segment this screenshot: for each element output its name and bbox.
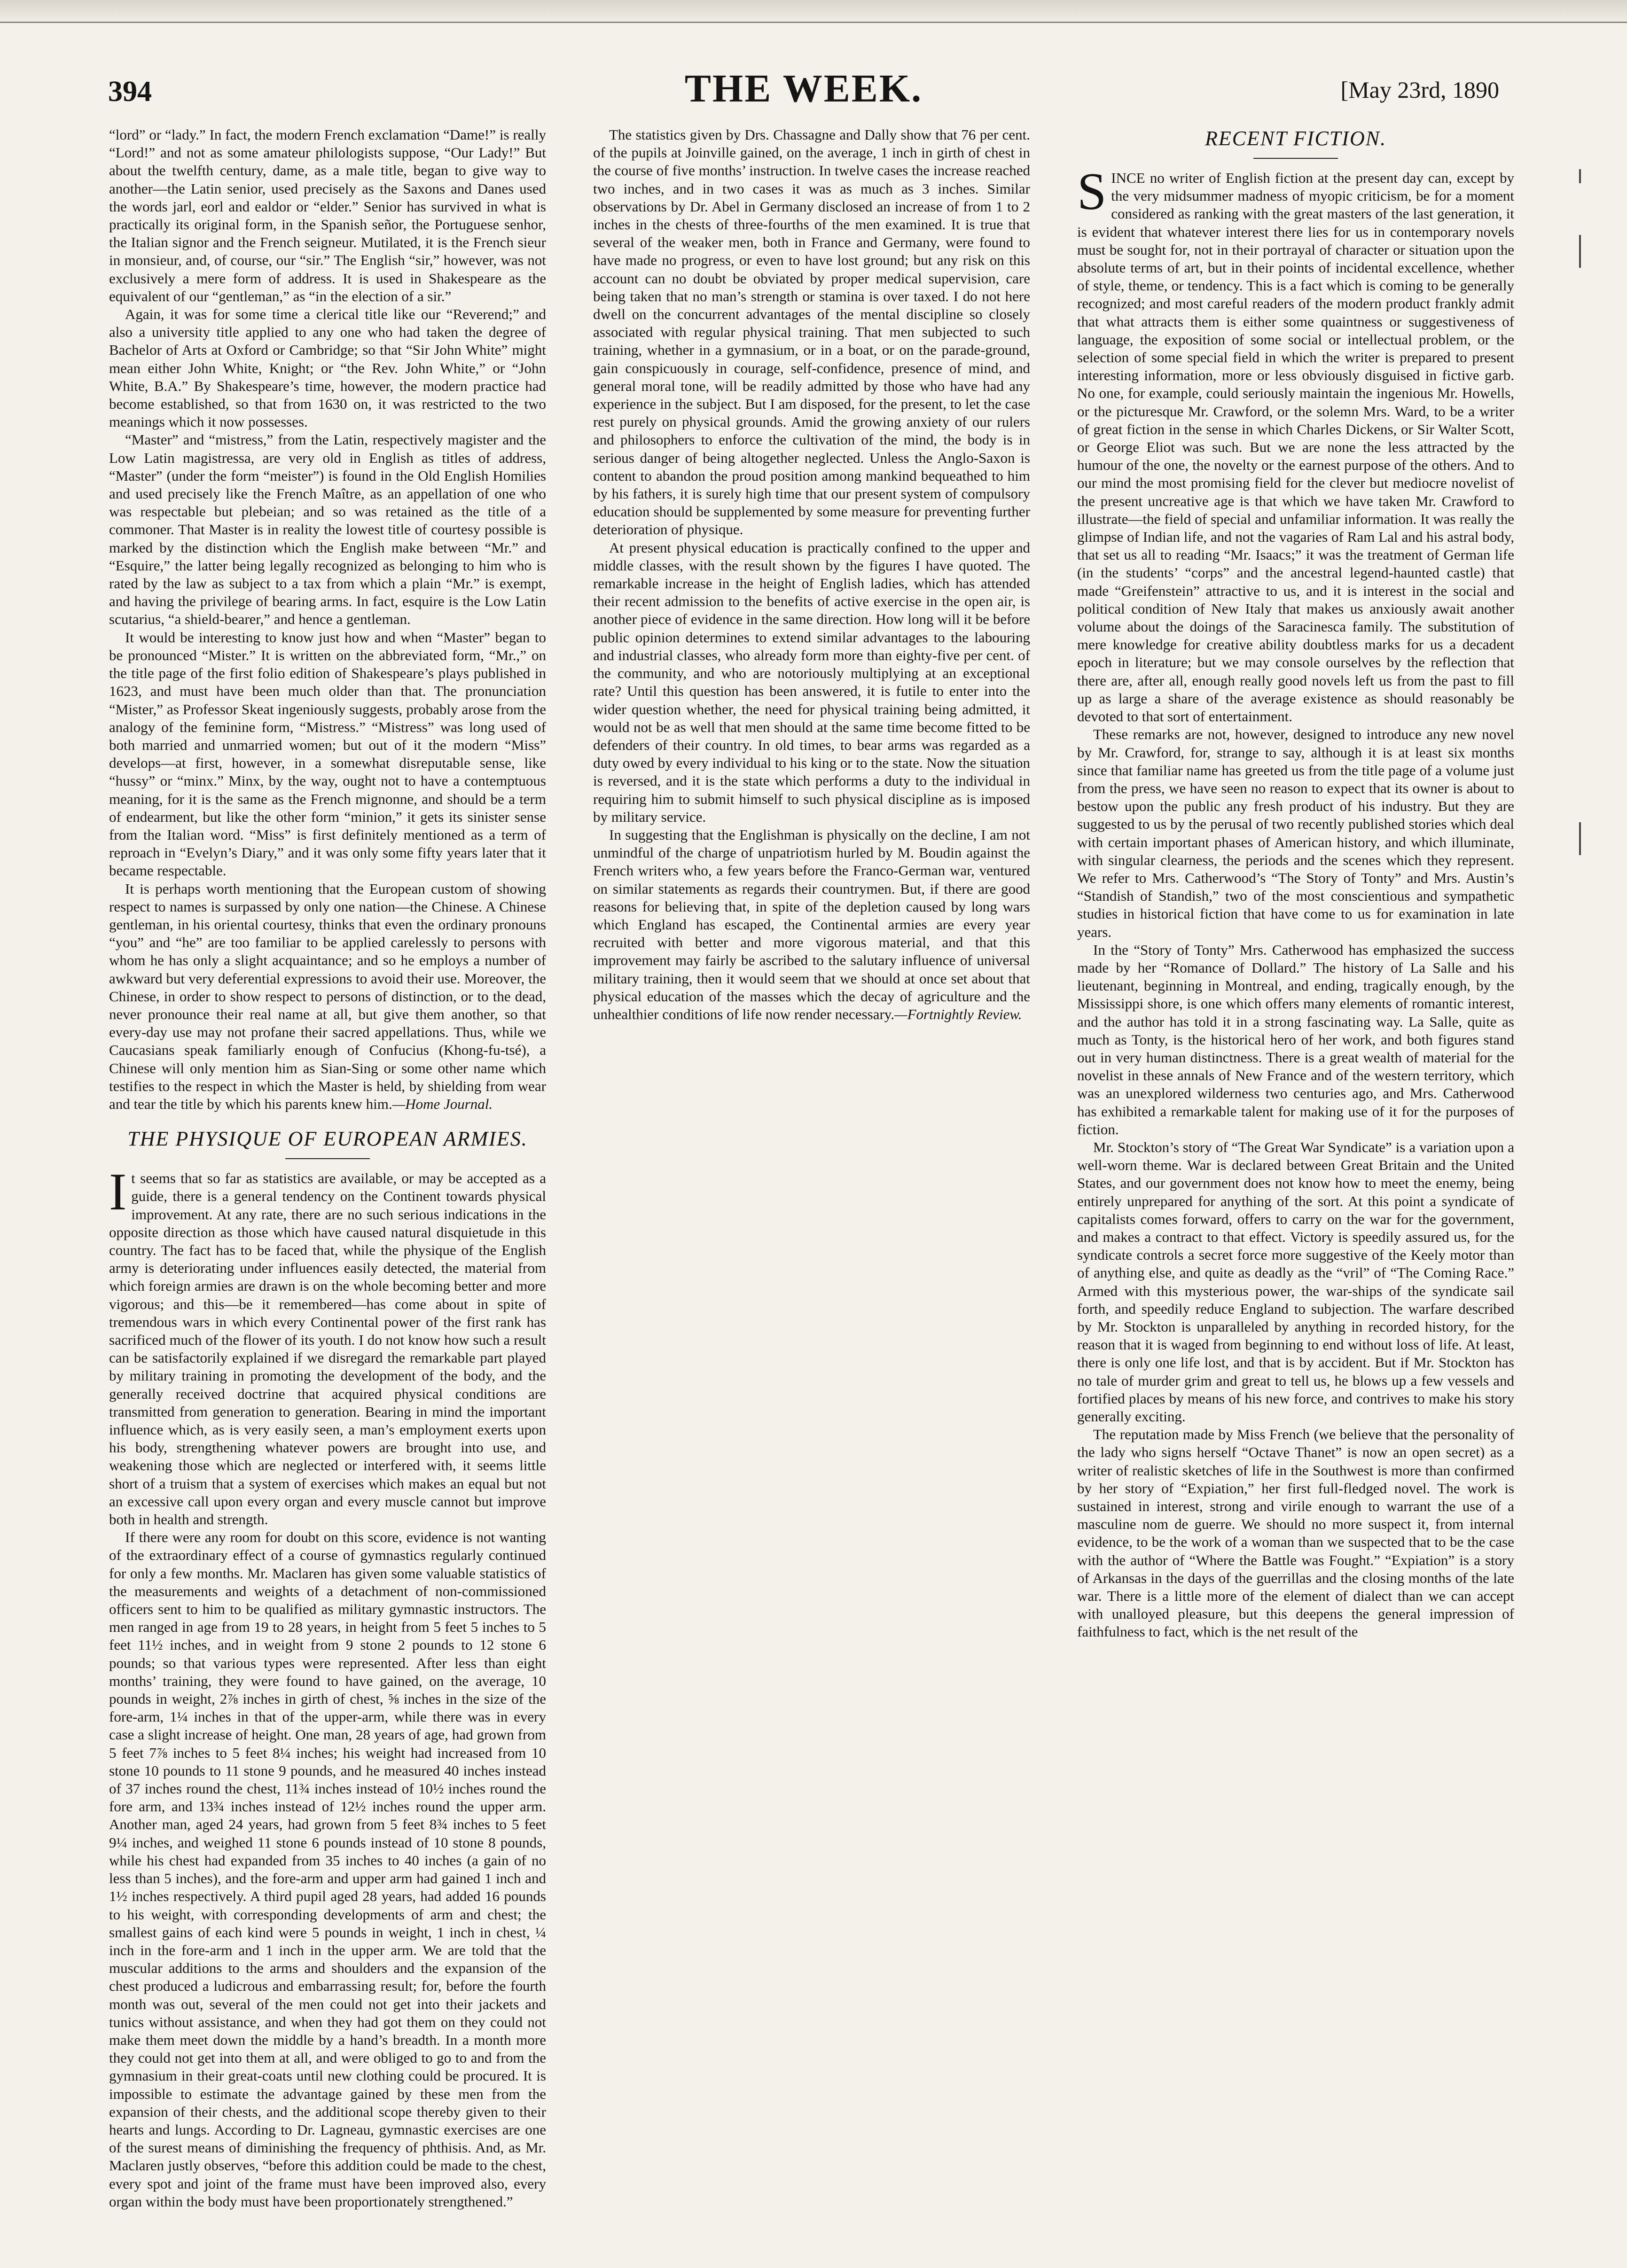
paragraph-text: At present physical education is practically confined to the upper and middle classes, with the result shown by the figures I have quoted. The remarkable increase in the height of English ladies, which has attended their recent admission to the benefits of active exercise in the open air, is another piece of evidence in the same direction. How long will it be before public opinion determines to extend similar advantages to the labouring and industrial classes, who already form more than eighty-five per cent. of the community, and who are notoriously multiplying at an exceptional rate? Until this question has been answered, it is futile to enter into the wider question whether, the need for physical training being admitted, it would not be as well that men should at the same time become fitted to be defenders of their country. In old times, to bear arms was regarded as a duty owed by every individual to his king or to the state. Now the situation is reversed, and it is the state which performs a duty to the individual in requiring him to submit himself to such physical discipline as is imposed by military service.: [593, 539, 1030, 825]
paragraph-text: It is perhaps worth mentioning that the European custom of showing respect to names is surpassed by only one nation—the Chinese. A Chinese gentleman, in his oriental courtesy, thinks that even the ordinary pronouns “you” and “he” are too familiar to be applied carelessly to persons with whom he has only a slight acquaintance; and so he employs a number of awkward but very deferential expressions to avoid their use. Moreover, the Chinese, in order to show respect to persons of distinction, or to the dead, never pronounce their real name at all, but give them another, so that every-day use may not profane their sacred appellations. Thus, while we Caucasians speak familiarly enough of Confucius (Khong-fu-tsé), a Chinese will only mention him as Sian-Sing or some other name which testifies to the respect in which the Master is held, by shielding from wear and tear the title by which his parents knew him.: [109, 880, 546, 1112]
paragraph: Again, it was for some time a clerical title like our “Reverend;” and also a university title applied to any one who had taken the degree of Bachelor of Arts at Oxford or Cambridge; so that “Sir John White” might mean either John White, Knight; or “the Rev. John White,” or “John White, B.A.” By Shakespeare’s time, however, the modern practice had become established, so that from 1630 on, it was restricted to the two meanings which it now possesses.: [109, 306, 546, 430]
margin-mark: [1579, 235, 1581, 268]
section-title: RECENT FICTION.: [1205, 127, 1387, 150]
scan-top-edge: [0, 0, 1627, 23]
paragraph-text: In suggesting that the Englishman is physically on the decline, I am not unmindful of the charge of unpatriotism hurled by M. Boudin against the French writers who, a few years before the Franco-German war, ventured on similar statements as regards their countrymen. But, if there are good reasons for believing that, in spite of the depletion caused by long wars which England has escaped, the Continental armies are every year recruited with better and more vigorous material, and that this improvement may fairly be ascribed to the salutary influence of universal military training, then it would seem that we should at once set about that physical education of the masses which the decay of agriculture and the unhealthier conditions of life now render necessary.: [593, 826, 1030, 1022]
lead-paragraph-text: t seems that so far as statistics are available, or may be accepted as a guide, there is a general tendency on the Continent towards physical improvement. At any rate, there are no such serious indications in the opposite direction as those which have caused natural disquietude in this country. The fact has to be faced that, while the physique of the English army is deteriorating under influences easily detected, the material from which foreign armies are drawn is on the whole becoming better and more vigorous; and this—be it remembered—has come about in spite of tremendous wars in which every Continental power of the first rank has sacrificed much of the flower of its youth. I do not know how such a result can be satisfactorily explained if we disregard the remarkable part played by military training in promoting the development of the body, and the generally received doctrine that acquired physical conditions are transmitted from generation to generation. Bearing in mind the important influence which, as is very easily seen, a man’s employment exerts upon his body, strengthening whatever powers are brought into use, and weakening those which are neglected or interfered with, it seems little short of a truism that a system of exercises which makes an equal but not an excessive call upon every organ and every muscle cannot but improve both in health and strength.: [109, 1170, 546, 1528]
section-title: THE PHYSIQUE OF EUROPEAN ARMIES.: [127, 1127, 528, 1151]
page-header: [108, 66, 1499, 117]
paragraph: [109, 880, 546, 1114]
paragraph: The reputation made by Miss French (we believe that the personality of the lady who signs herself “Octave Thanet” is now an open secret) as a writer of realistic sketches of life in the Southwest is more than confirmed by her story of “Expiation,” her first full-fledged novel. The work is sustained in interest, strong and virile enough to warrant the use of a masculine nom de guerre. We should no more suspect it, from internal evidence, to be the work of a woman than we suspected that to be the case with the author of “Where the Battle was Fought.” “Expiation” is a story of Arkansas in the days of the guerrillas and the closing months of the late war. There is a little more of the element of dialect than we can accept with unalloyed pleasure, but this deepens the general impression of faithfulness to fact, which is the net result of the: [1077, 1426, 1514, 1640]
paragraph: “lord” or “lady.” In fact, the modern French exclamation “Dame!” is really “Lord!” and not as some amateur philologists suppose, “Our Lady!” But about the twelfth century, dame, as a male title, began to give way to another—the Latin senior, used precisely as the Saxons and Danes used the words jarl, eorl and ealdor or “elder.” Senior has survived in what is practically its original form, in the Spanish señor, the Portuguese senhor, the Italian signor and the French seigneur. Mutilated, it is the French sieur in monsieur, and, of course, our “sir.” The English “sir,” however, was not exclusively a mere form of address. It is used in Shakespeare as the equivalent of our “gentleman,” as “in the election of a sir.”: [109, 126, 546, 304]
paragraph: “Master” and “mistress,” from the Latin, respectively magister and the Low Latin magistressa, are very old in English as titles of address, “Master” (under the form “meister”) is found in the Old English Homilies and used precisely like the French Maître, as an appellation of one who was respectable but plebeian; and so was retained as the title of a commoner. That Master is in reality the lowest title of courtesy possible is marked by the distinction which the English make between “Mr.” and “Esquire,” the latter being legally recognized as belonging to him who is rated by the law as subject to a tax from which a plain “Mr.” is exempt, and having the privilege of bearing arms. In fact, esquire is the Low Latin scutarius, “a shield-bearer,” and hence a gentleman.: [109, 431, 546, 628]
page-number: 394: [108, 76, 152, 108]
source-signature: —Fortnightly Review.: [894, 1005, 1022, 1022]
paragraph: [593, 826, 1030, 1023]
lead-paragraph: [109, 1163, 546, 1528]
title-rule: [1253, 158, 1338, 159]
article-recent-fiction: [1077, 126, 1514, 1641]
paragraph: [593, 126, 1030, 539]
column-right: [1077, 126, 1514, 2250]
scan-margin-marks: [1570, 141, 1598, 2208]
source-signature: —Home Journal.: [392, 1095, 493, 1112]
paragraph: If there were any room for doubt on this score, evidence is not wanting of the extraordinary effect of a course of gymnastics regularly continued for only a few months. Mr. Maclaren has given some valuable statistics of the measurements and weights of a detachment of non-commissioned officers sent to him to be qualified as military gymnastic instructors. The men ranged in age from 19 to 28 years, in height from 5 feet 5 inches to 5 feet 11½ inches, and in weight from 9 stone 2 pounds to 12 stone 6 pounds; so that various types were represented. After less than eight months’ training, they were found to have gained, on the average, 10 pounds in weight, 2⅞ inches in girth of chest, ⅝ inches in the size of the fore-arm, 1¼ inches in that of the upper-arm, while there was in every case a slight increase of height. One man, 28 years of age, had grown from 5 feet 7⅞ inches to 5 feet 8¼ inches; his weight had increased from 10 stone 10 pounds to 11 stone 9 pounds, and he measured 40 inches instead of 37 inches round the chest, 11¾ inches instead of 10½ inches round the fore arm, and 13¾ inches instead of 12½ inches round the upper arm. Another man, aged 24 years, had grown from 5 feet 8¾ inches to 5 feet 9¼ inches, and weighed 11 stone 6 pounds instead of 10 stone 8 pounds, while his chest had expanded from 35 inches to 40 inches (a gain of no less than 5 inches), and the fore-arm and upper arm had gained 1 inch and 1½ inches respectively. A third pupil aged 28 years, had added 16 pounds to his weight, with corresponding developments of arm and chest; the smallest gains of each kind were 5 pounds in weight, 1 inch in chest, ¼ inch in the fore-arm and 1 inch in the upper arm. We are told that the muscular additions to the arms and shoulders and the expansion of the chest produced a ludicrous and embarrassing result; for, before the fourth month was out, several of the men could not get into their jackets and tunics without assistance, and when they had got them on they could not make them meet down the middle by a hand’s breadth. In a month more they could not get into them at all, and were obliged to go to and from the gymnasium in their great-coats until new clothing could be procured. It is impossible to estimate the advantage gained by these men from the expansion of their chests, and the additional scope thereby given to their hearts and lungs. According to Dr. Lagneau, gymnastic exercises are one of the surest means of diminishing the frequency of phthisis. And, as Mr. Maclaren justly observes, “before this addition could be made to the chest, every spot and joint of the frame must have been improved also, every organ within the body must have been proportionately strengthened.”: [109, 1529, 546, 2210]
paragraph: In the “Story of Tonty” Mrs. Catherwood has emphasized the success made by her “Romance of Dollard.” The history of La Salle and his lieutenant, beginning in Montreal, and ending, tragically enough, by the Mississippi shore, is one which offers many elements of romantic interest, and the author has told it in a strong fascinating way. La Salle, quite as much as Tonty, is the historical hero of her work, and both figures stand out in very human distinctness. There is a great wealth of material for the novelist in these annals of New France and of the western territory, which was an unexplored wilderness two centuries ago, and Mrs. Catherwood has exhibited a remarkable talent for making use of it for the purposes of fiction.: [1077, 941, 1514, 1138]
paragraph: It would be interesting to know just how and when “Master” began to be pronounced “Mister.” It is written on the abbreviated form, “Mr.,” on the title page of the first folio edition of Shakespeare’s plays published in 1623, and must have been much older than that. The pronunciation “Mister,” as Professor Skeat ingeniously suggests, probably arose from the analogy of the feminine form, “Mistress.” “Mistress” was long used of both married and unmarried women; but out of it the modern “Miss” develops—at first, however, in a somewhat disreputable sense, like “hussy” or “minx.” Minx, by the way, ought not to have a contemptuous meaning, for it is the same as the French mignonne, and should be a term of endearment, but like the other form “minion,” it gets its sinister sense from the Italian word. “Miss” is first definitely mentioned as a term of reproach in “Evelyn’s Diary,” and it was only some fifty years later that it became respectable.: [109, 629, 546, 879]
drop-cap: I: [109, 1163, 127, 1222]
paragraph-text: The statistics given by Drs. Chassagne and Dally show that 76 per cent. of the pupils at Joinville gained, on the average, 1 inch in girth of chest in the course of five months’ instruction. In twelve cases the increase reached two inches, and in two cases it was as much as 3 inches. Similar observations by Dr. Abel in Germany disclosed an increase of from 1 to 2 inches in the chests of three-fourths of the men examined. It is true that several of the weaker men, both in France and Germany, were found to have made no progress, or even to have lost ground; but any risk on this account can no doubt be obviated by proper medical supervision, care being taken that no man’s strength or stamina is over taxed. I do not here dwell on the concurrent advantages of the mental discipline so closely associated with regular physical training. That men subjected to such training, whether in a gymnasium, or in a boat, or on the parade-ground, gain conspicuously in courage, self-confidence, presence of mind, and general moral tone, will be readily admitted by those who have had any experience in the subject. But I am disposed, for the present, to let the case rest purely on physical grounds. Amid the growing anxiety of our rulers and philosophers to enforce the cultivation of the mind, the body is in serious danger of being altogether neglected. Unless the Anglo-Saxon is content to abandon the proud position among mankind bequeathed to him by his fathers, it is surely high time that our present system of compulsory education should be supplemented by some measure for preventing further deterioration of physique.: [593, 126, 1030, 538]
margin-mark: [1579, 169, 1581, 183]
margin-mark: [1579, 822, 1581, 855]
paragraph: Mr. Stockton’s story of “The Great War Syndicate” is a variation upon a well-worn theme. War is declared between Great Britain and the United States, and our government does not know how to meet the enemy, being entirely unprepared for anything of the sort. At this point a syndicate of capitalists comes forward, offers to carry on the war for the government, and makes a contract to that effect. Victory is speedily assured us, for the syndicate controls a secret force more suggestive of the Keely motor than of anything else, and quite as deadly as the “vril” of “The Coming Race.” Armed with this mysterious power, the war-ships of the syndicate sail forth, and speedily reduce England to subjection. The warfare described by Mr. Stockton is unparalleled by anything in recorded history, for the reason that it is waged from beginning to end without loss of life. At least, there is only one life lost, and that is by accident. But if Mr. Stockton has no tale of murder grim and great to tell us, he blows up a few vessels and fortified places by means of his new force, and contrives to make his story generally exciting.: [1077, 1138, 1514, 1425]
paragraph: These remarks are not, however, designed to introduce any new novel by Mr. Crawford, for, strange to say, although it is at least six months since that familiar name has greeted us from the title page of a volume just from the press, we have seen no reason to expect that its owner is about to bestow upon the public any fresh product of his industry. But they are suggested to us by the perusal of two recently published stories which deal with certain important phases of American history, and which illuminate, with singular clearness, the periods and the scenes which they represent. We refer to Mrs. Catherwood’s “The Story of Tonty” and Mrs. Austin’s “Standish of Standish,” two of the most conscientious and sympathetic studies in historical fiction that have come to us for examination in late years.: [1077, 726, 1514, 940]
article-titles-of-address: [109, 126, 546, 1113]
article-physique-of-european-armies: [109, 1126, 546, 2211]
lead-paragraph-text: INCE no writer of English fiction at the present day can, except by the very midsummer madness of myopic criticism, be for a moment considered as ranking with the great masters of the last generation, it is evident that whatever interest there lies for us in contemporary novels must be sought for, not in their portrayal of character or situation upon the absolute terms of art, but in their points of incidental excellence, whether of style, theme, or tendency. This is a fact which is coming to be generally recognized; and most careful readers of the modern product frankly admit that what attracts them is either some quaintness or suggestiveness of language, the exposition of some social or intellectual problem, or the selection of some special field in which the writer is prepared to present interesting information, more or less obviously disguised in fictive garb. No one, for example, could seriously maintain the ingenious Mr. Howells, or the picturesque Mr. Crawford, or the solemn Mrs. Ward, to be a writer of great fiction in the sense in which Charles Dickens, or Sir Walter Scott, or George Eliot was such. But we are none the less attracted by the humour of the one, the novelty or the earnest purpose of the others. And to our mind the most promising field for the clever but mediocre novelist of the present uncreative age is that which we have taken Mr. Crawford to illustrate—the field of special and unfamiliar information. It was really the glimpse of Indian life, and not the vagaries of Ram Lal and his astral body, that set us all to reading “Mr. Isaacs;” it was the treatment of German life (in the students’ “corps” and the ancestral legend-haunted castle) that made “Greifenstein” attractive to us, and it is interest in the social and political condition of New Italy that makes us anxiously await another volume about the doings of the Saracinesca family. The substitution of mere knowledge for creative ability doubtless marks for us a decadent epoch in literature; but we may console ourselves by the reflection that there are, after all, enough really good novels left us from the past to fill up as large a share of the average existence as should reasonably be devoted to that sort of entertainment.: [1077, 170, 1514, 725]
drop-cap: S: [1077, 163, 1107, 221]
title-rule: [285, 1158, 370, 1159]
lead-paragraph: [1077, 163, 1514, 725]
column-middle: [593, 126, 1030, 2250]
article-physique-continued: [593, 126, 1030, 1023]
column-left: [109, 126, 546, 2250]
issue-date: [May 23rd, 1890: [1340, 77, 1499, 103]
journal-title: THE WEEK.: [684, 67, 923, 110]
paragraph: [593, 539, 1030, 826]
